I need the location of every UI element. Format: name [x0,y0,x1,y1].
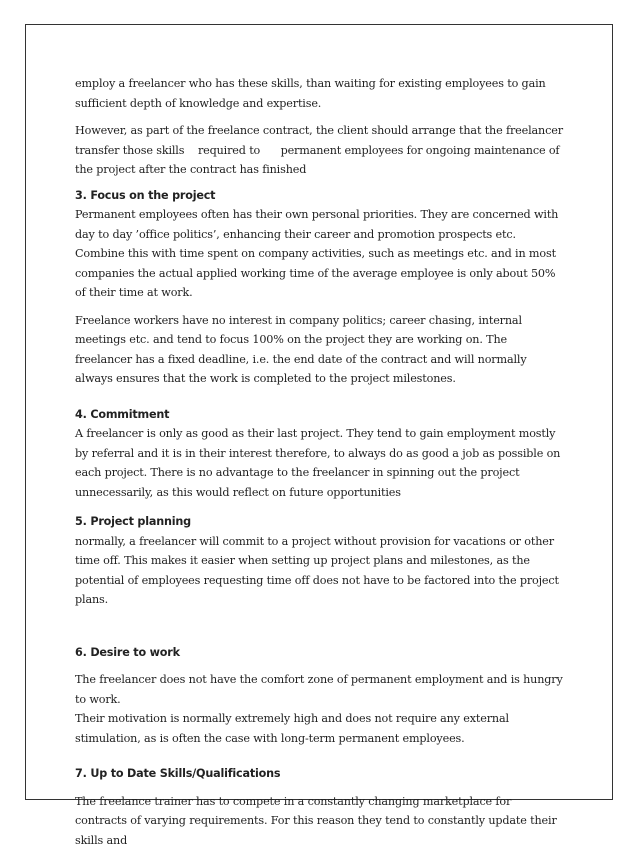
paragraph-marketplace: The freelance trainer has to compete in a constantly changing marketplace for contracts of varying requirements. For this reason they tend to constantly update their skills and [75,792,565,850]
document-body [75,74,565,850]
paragraph-project-planning: normally, a freelancer will commit to a project without provision for vacations or other time off. This makes it easier when setting up project plans and milestones, as the potential of employees requesting time off does not have to be factored into the project plans. [75,532,565,610]
paragraph-hungry-to-work: The freelancer does not have the comfort zone of permanent employment and is hungry to work. [75,670,565,709]
paragraph-expertise: employ a freelancer who has these skills, than waiting for existing employees to gain sufficient depth of knowledge and expertise. [75,74,565,113]
paragraph-permanent-priorities: Permanent employees often has their own personal priorities. They are concerned with day to day ’office politics’, enhancing their career and promotion prospects etc. Combine this with time spent on company activities, such as meetings etc. and in most companies the actual applied working time of the average employee is only about 50% of their time at work. [75,205,565,303]
heading-focus-on-project: 3. Focus on the project [75,186,565,206]
heading-desire-to-work: 6. Desire to work [75,643,565,663]
heading-commitment: 4. Commitment [75,405,565,425]
paragraph-freelance-focus: Freelance workers have no interest in company politics; career chasing, internal meetings etc. and tend to focus 100% on the project they are working on. The freelancer has a fixed deadline, i.e. the end date of the contract and will normally always ensures that the work is completed to the project milestones. [75,311,565,389]
paragraph-motivation: Their motivation is normally extremely high and does not require any external stimulation, as is often the case with long-term permanent employees. [75,709,565,748]
paragraph-commitment: A freelancer is only as good as their last project. They tend to gain employment mostly by referral and it is in their interest therefore, to always do as good a job as possible on each project. There is no advantage to the freelancer in spinning out the project unnecessarily, as this would reflect on future opportunities [75,424,565,502]
paragraph-skill-transfer: However, as part of the freelance contract, the client should arrange that the freelancer transfer those skills required to permanent employees for ongoing maintenance of the project after the contract has finished [75,121,565,180]
heading-project-planning: 5. Project planning [75,512,565,532]
heading-up-to-date-skills: 7. Up to Date Skills/Qualifications [75,764,565,784]
